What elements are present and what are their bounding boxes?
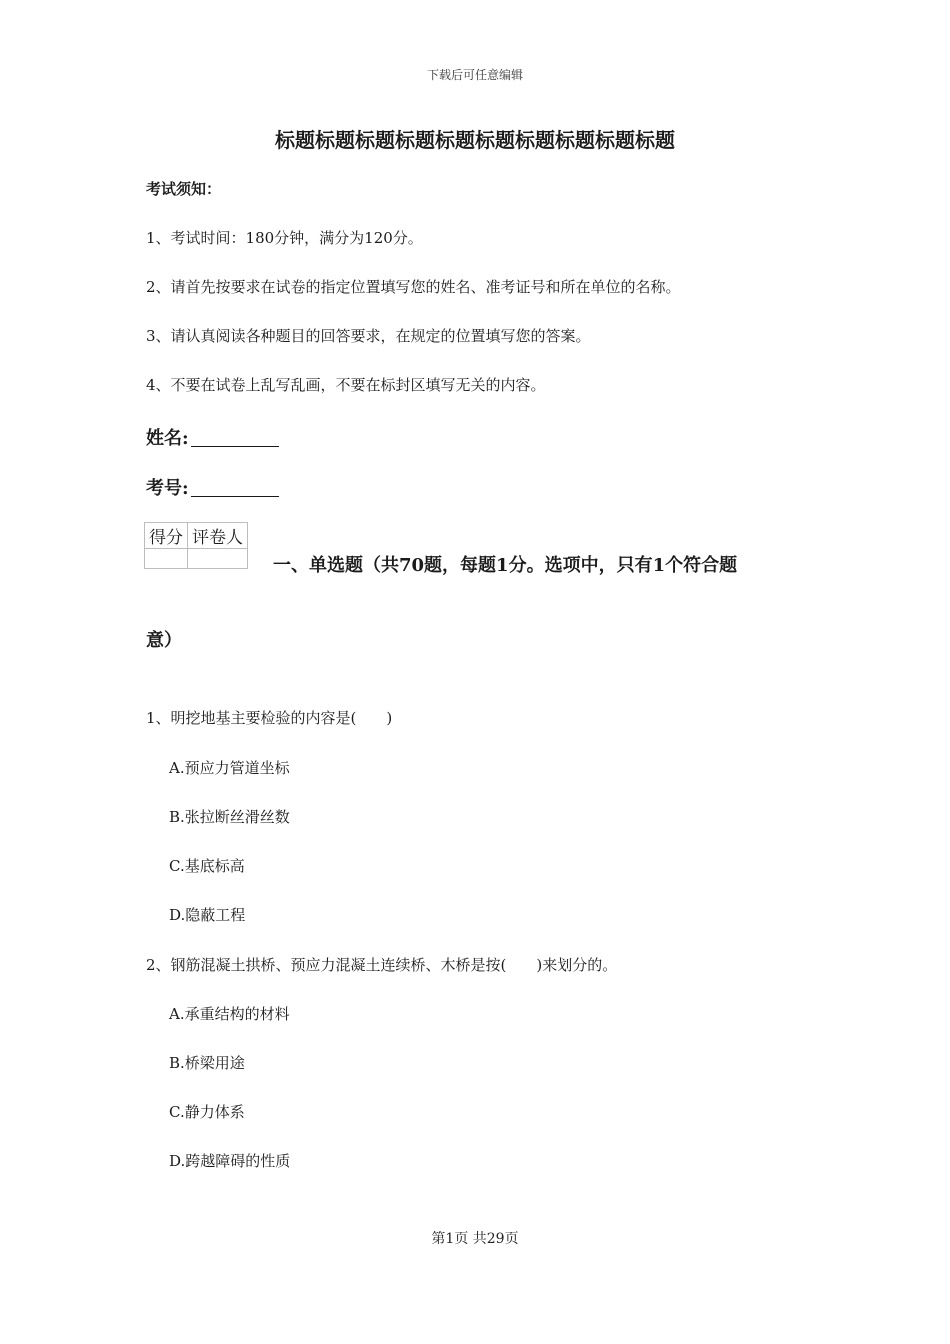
score-table <box>144 522 248 569</box>
exam-notes-heading: 考试须知： <box>146 180 222 198</box>
exam-rule-1: 1、考试时间：180分钟，满分为120分。 <box>146 229 423 247</box>
question-2-option-d[interactable]: D.跨越障碍的性质 <box>169 1152 291 1170</box>
score-cell[interactable] <box>145 549 188 569</box>
page-footer: 第1页 共29页 <box>431 1231 519 1247</box>
section-title-continued: 意） <box>146 630 182 651</box>
name-field <box>146 424 279 450</box>
question-2-option-c[interactable]: C.静力体系 <box>169 1103 245 1121</box>
name-label: 姓名: <box>146 428 189 449</box>
grader-header: 评卷人 <box>188 523 248 549</box>
header-note: 下载后可任意编辑 <box>426 68 523 82</box>
question-2-option-a[interactable]: A.承重结构的材料 <box>169 1005 290 1023</box>
section-title: 一、单选题（共70题，每题1分。选项中，只有1个符合题 <box>273 555 738 576</box>
exam-number-field <box>146 474 279 500</box>
exam-number-blank[interactable] <box>191 478 279 497</box>
grader-cell[interactable] <box>188 549 248 569</box>
question-1-option-b[interactable]: B.张拉断丝滑丝数 <box>169 808 290 826</box>
question-1-option-c[interactable]: C.基底标高 <box>169 857 245 875</box>
exam-rule-2: 2、请首先按要求在试卷的指定位置填写您的姓名、准考证号和所在单位的名称。 <box>146 278 681 296</box>
exam-rule-3: 3、请认真阅读各种题目的回答要求，在规定的位置填写您的答案。 <box>146 327 591 345</box>
question-1-option-a[interactable]: A.预应力管道坐标 <box>169 759 290 777</box>
score-header: 得分 <box>145 523 188 549</box>
question-2-option-b[interactable]: B.桥梁用途 <box>169 1054 245 1072</box>
question-1-option-d[interactable]: D.隐蔽工程 <box>169 906 246 924</box>
exam-rule-4: 4、不要在试卷上乱写乱画，不要在标封区填写无关的内容。 <box>146 376 546 394</box>
name-blank[interactable] <box>191 428 279 447</box>
question-1-stem: 1、明挖地基主要检验的内容是( ) <box>146 709 393 727</box>
question-2-stem: 2、钢筋混凝土拱桥、预应力混凝土连续桥、木桥是按( )来划分的。 <box>146 956 618 974</box>
exam-number-label: 考号: <box>146 478 189 499</box>
document-title: 标题标题标题标题标题标题标题标题标题标题 <box>275 128 675 152</box>
